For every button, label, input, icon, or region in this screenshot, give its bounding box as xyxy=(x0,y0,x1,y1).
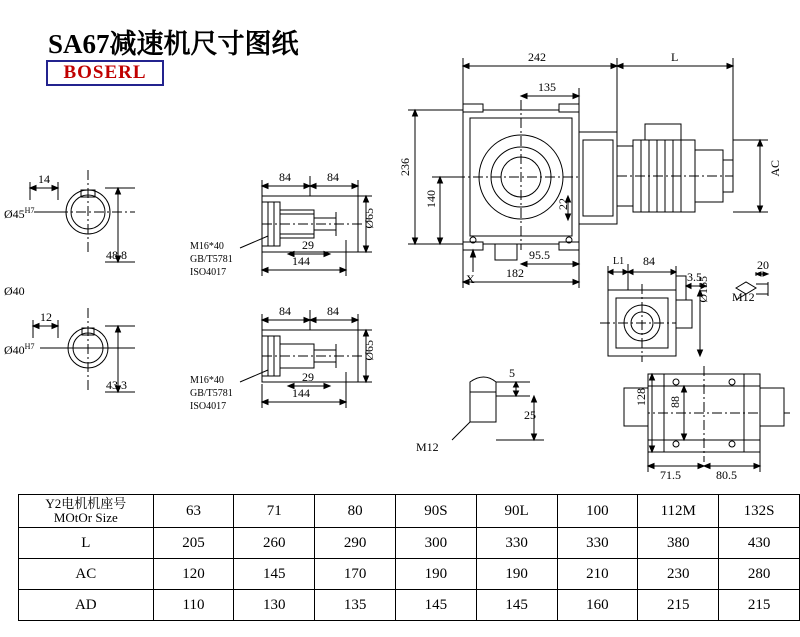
dim-95-5: 95.5 xyxy=(529,248,550,262)
dim-20: 20 xyxy=(757,258,769,272)
dim-84-d: 84 xyxy=(327,304,339,318)
cell-AD-6: 215 xyxy=(638,590,719,621)
page-title: SA67减速机尺寸图纸 xyxy=(48,29,299,59)
cell-AC-1: 145 xyxy=(234,559,315,590)
table-header-row xyxy=(19,495,800,528)
note-bolt-top-3: ISO4017 xyxy=(190,267,227,278)
dim-12: 12 xyxy=(40,310,52,324)
dim-d40-plain: Ø40 xyxy=(4,284,25,298)
dim-84-b: 84 xyxy=(327,170,339,184)
dim-84-c: 84 xyxy=(279,304,291,318)
note-bolt-bottom-3: ISO4017 xyxy=(190,401,227,412)
col-head-7: 132S xyxy=(719,495,800,528)
dim-3-5: 3.5 xyxy=(687,270,702,284)
col-head-4: 90L xyxy=(476,495,557,528)
col-head-3: 90S xyxy=(395,495,476,528)
dim-182: 182 xyxy=(506,266,524,280)
cell-AD-0: 110 xyxy=(153,590,234,621)
cell-AC-2: 170 xyxy=(315,559,396,590)
note-bolt-top-1: M16*40 xyxy=(190,241,224,252)
dim-128: 128 xyxy=(634,388,648,406)
col-head-1: 71 xyxy=(234,495,315,528)
table-header-label xyxy=(19,495,154,528)
cell-AD-5: 160 xyxy=(557,590,638,621)
dim-84-flange: 84 xyxy=(643,254,655,268)
table-row xyxy=(19,528,800,559)
cell-AC-6: 230 xyxy=(638,559,719,590)
cell-AC-7: 280 xyxy=(719,559,800,590)
dim-43-3: 43.3 xyxy=(106,378,127,392)
table-row xyxy=(19,559,800,590)
dim-80-5: 80.5 xyxy=(716,468,737,482)
row-label-L: L xyxy=(19,528,154,559)
dim-d65-a: Ø65 xyxy=(362,208,376,229)
dim-84-a: 84 xyxy=(279,170,291,184)
dim-d40: $Ø40^{H7}$ xyxy=(4,342,35,357)
cell-AD-1: 130 xyxy=(234,590,315,621)
col-head-2: 80 xyxy=(315,495,396,528)
dim-5: 5 xyxy=(509,366,515,380)
dim-M12-key: M12 xyxy=(416,440,439,454)
dim-d155: Ø155 xyxy=(696,276,710,303)
cell-L-7: 430 xyxy=(719,528,800,559)
cell-L-0: 205 xyxy=(153,528,234,559)
dim-140: 140 xyxy=(424,190,438,208)
dim-29-a: 29 xyxy=(302,238,314,252)
col-head-0: 63 xyxy=(153,495,234,528)
dim-14: 14 xyxy=(38,172,50,186)
cell-AD-3: 145 xyxy=(395,590,476,621)
dim-144-a: 144 xyxy=(292,254,310,268)
cell-L-4: 330 xyxy=(476,528,557,559)
cell-AD-7: 215 xyxy=(719,590,800,621)
dim-L1: L1 xyxy=(613,256,625,267)
col-head-6: 112M xyxy=(638,495,719,528)
col-head-5: 100 xyxy=(557,495,638,528)
row-label-AD: AD xyxy=(19,590,154,621)
row-label-AC: AC xyxy=(19,559,154,590)
cell-AC-5: 210 xyxy=(557,559,638,590)
cell-AD-4: 145 xyxy=(476,590,557,621)
cell-L-1: 260 xyxy=(234,528,315,559)
cell-L-3: 300 xyxy=(395,528,476,559)
dim-144-b: 144 xyxy=(292,386,310,400)
dim-M12-flange: M12 xyxy=(732,290,755,304)
dim-L: L xyxy=(671,50,679,64)
note-bolt-bottom-2: GB/T5781 xyxy=(190,388,233,399)
motor-size-table xyxy=(18,494,800,621)
note-bolt-bottom-1: M16*40 xyxy=(190,375,224,386)
cell-AD-2: 135 xyxy=(315,590,396,621)
dim-d65-b: Ø65 xyxy=(362,340,376,361)
dim-135: 135 xyxy=(538,80,556,94)
dim-AC: AC xyxy=(768,160,782,177)
cell-AC-0: 120 xyxy=(153,559,234,590)
dim-22: 22 xyxy=(556,198,570,210)
table-row xyxy=(19,590,800,621)
header-label-cn: Y2电机机座号 xyxy=(45,496,127,512)
dim-29-b: 29 xyxy=(302,370,314,384)
header-label-en: MOtOr Size xyxy=(53,510,118,525)
cell-AC-4: 190 xyxy=(476,559,557,590)
dim-88: 88 xyxy=(668,396,682,408)
note-bolt-top-2: GB/T5781 xyxy=(190,254,233,265)
dim-242: 242 xyxy=(528,50,546,64)
dim-71-5: 71.5 xyxy=(660,468,681,482)
cell-L-6: 380 xyxy=(638,528,719,559)
label-X: X xyxy=(466,272,475,286)
cell-AC-3: 190 xyxy=(395,559,476,590)
dim-236: 236 xyxy=(398,158,412,176)
dim-48-8: 48.8 xyxy=(106,248,127,262)
brand-logo-text: BOSERL xyxy=(63,62,147,83)
cell-L-5: 330 xyxy=(557,528,638,559)
dim-25: 25 xyxy=(524,408,536,422)
dim-d45: $Ø45^{H7}$ xyxy=(4,206,35,221)
cell-L-2: 290 xyxy=(315,528,396,559)
